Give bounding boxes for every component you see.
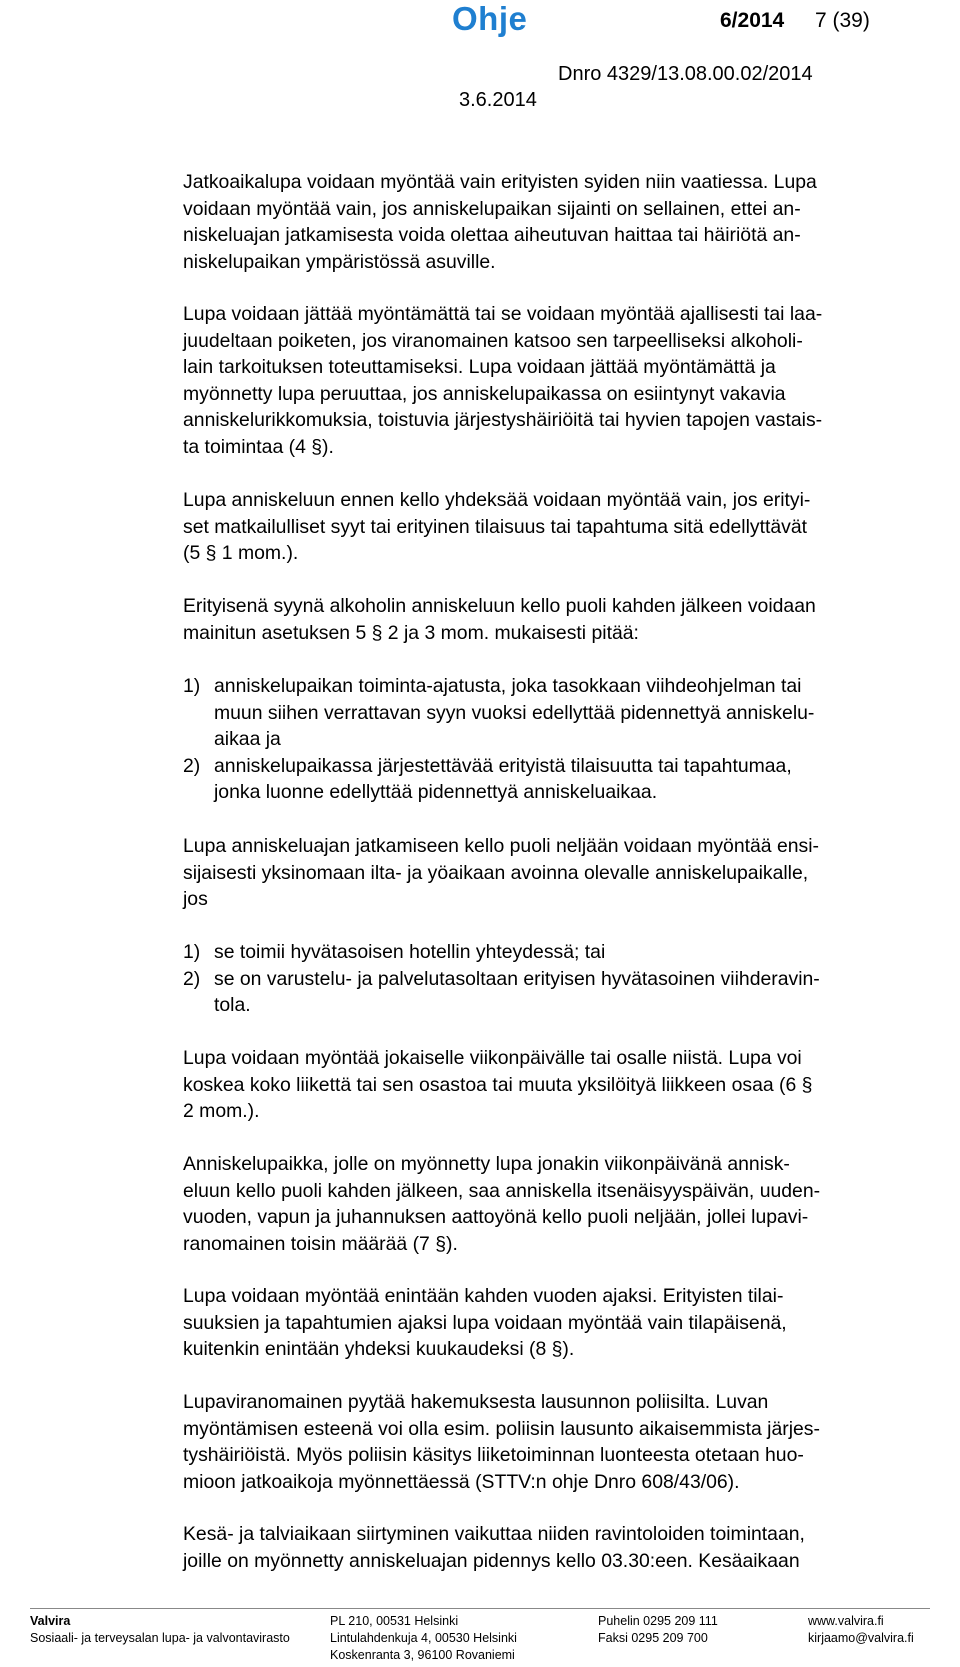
document-date: 3.6.2014 — [459, 89, 537, 111]
numbered-list — [183, 939, 943, 1019]
paragraph: Lupa voidaan myöntää enintään kahden vuoden ajaksi. Erityisten tilai- suuksien ja tapahtumien ajaksi lupa voidaan myöntää vain tilapäisenä, kuitenkin enintään yhdeksi kuukaudeksi (8 §). — [183, 1285, 787, 1360]
paragraph: Lupa anniskeluun ennen kello yhdeksää voidaan myöntää vain, jos erityi- set matkailulliset syyt tai erityinen tilaisuus tai tapahtuma sitä edellyttävät (5 § 1 mom.). — [183, 489, 811, 564]
record-number: Dnro 4329/13.08.00.02/2014 — [558, 63, 813, 85]
page-number: 7 (39) — [815, 9, 870, 32]
paragraph: Lupa voidaan jättää myöntämättä tai se voidaan myöntää ajallisesti tai laa- juudeltaan poiketen, jos viranomainen katsoo sen tarpeelliseksi alkoholi- lain tarkoituksen toteuttamiseksi. Lupa voidaan jättää myöntämättä ja myönnetty lupa peruuttaa, jos anniskelupaikassa on esiintynyt vakavia anniskelurikkomuksia, toistuvia järjestyshäiriöitä tai hyvien tapojen vastais- ta toimintaa (4 §). — [183, 303, 823, 458]
footer-email-link[interactable]: kirjaamo@valvira.fi — [808, 1631, 914, 1645]
list-item: 1) anniskelupaikan toiminta-ajatusta, joka tasokkaan viihdeohjelman tai muun siihen verrattavan syyn vuoksi edellyttää pidennettyä anniskelu- aikaa ja — [183, 675, 815, 750]
footer-web-link[interactable]: www.valvira.fi — [808, 1614, 884, 1628]
footer-org-full: Sosiaali- ja terveysalan lupa- ja valvontavirasto — [30, 1631, 290, 1645]
list-item: 1) se toimii hyvätasoisen hotellin yhteydessä; tai — [183, 941, 606, 963]
footer-address-3: Koskenranta 3, 96100 Rovaniemi — [330, 1648, 515, 1662]
footer-divider — [30, 1608, 930, 1609]
paragraph: Erityisenä syynä alkoholin anniskeluun kello puoli kahden jälkeen voidaan mainitun asetuksen 5 § 2 ja 3 mom. mukaisesti pitää: — [183, 595, 816, 644]
paragraph: Jatkoaikalupa voidaan myöntää vain erityisten syiden niin vaatiessa. Lupa voidaan myöntää vain, jos anniskelupaikan sijainti on sellainen, ettei an- niskeluajan jatkamisesta voida olettaa aiheutuvan haittaa tai häiriötä an- niskelupaikan ympäristössä asuville. — [183, 171, 817, 273]
footer-address-1: PL 210, 00531 Helsinki — [330, 1614, 459, 1628]
document-type: Ohje — [452, 0, 528, 37]
paragraph: Kesä- ja talviaikaan siirtyminen vaikuttaa niiden ravintoloiden toimintaan, joille on myönnetty anniskeluajan pidennys kello 03.30:een. Kesäaikaan — [183, 1523, 805, 1572]
footer-org-name: Valvira — [30, 1614, 71, 1628]
paragraph: Anniskelupaikka, jolle on myönnetty lupa jonakin viikonpäivänä annisk- eluun kello puoli kahden jälkeen, saa anniskella itsenäisyyspäivän, uuden- vuoden, vapun ja juhannuksen aattoyönä kello puoli neljään, jollei lupavi- ranomainen toisin määrää (7 §). — [183, 1153, 821, 1255]
list-item: 2) se on varustelu- ja palvelutasoltaan erityisen hyvätasoinen viihderavin- tola. — [183, 967, 820, 1016]
numbered-list — [183, 673, 943, 806]
footer-fax: Faksi 0295 209 700 — [598, 1631, 708, 1645]
paragraph: Lupa anniskeluajan jatkamiseen kello puoli neljään voidaan myöntää ensi- sijaisesti yksinomaan ilta- ja yöaikaan avoinna olevalle anniskelupaikalle, jos — [183, 835, 819, 910]
footer-address-2: Lintulahdenkuja 4, 00530 Helsinki — [330, 1631, 517, 1645]
footer-phone: Puhelin 0295 209 111 — [598, 1614, 718, 1628]
list-item: 2) anniskelupaikassa järjestettävää erityistä tilaisuutta tai tapahtumaa, jonka luonne edellyttää pidennettyä anniskeluaikaa. — [183, 754, 792, 803]
document-number: 6/2014 — [720, 9, 785, 32]
paragraph: Lupaviranomainen pyytää hakemuksesta lausunnon poliisilta. Luvan myöntämisen esteenä voi olla esim. poliisin lausunto aikaisemmista järjes- tyshäiriöistä. Myös poliisin käsitys liiketoiminnan luonteesta otetaan huo- mioon jatkoaikoja myönnettäessä (STTV:n ohje Dnro 608/43/06). — [183, 1391, 820, 1493]
paragraph: Lupa voidaan myöntää jokaiselle viikonpäivälle tai osalle niistä. Lupa voi koskea koko liikettä tai sen osastoa tai muuta yksilöityä liikkeen osaa (6 § 2 mom.). — [183, 1047, 813, 1122]
